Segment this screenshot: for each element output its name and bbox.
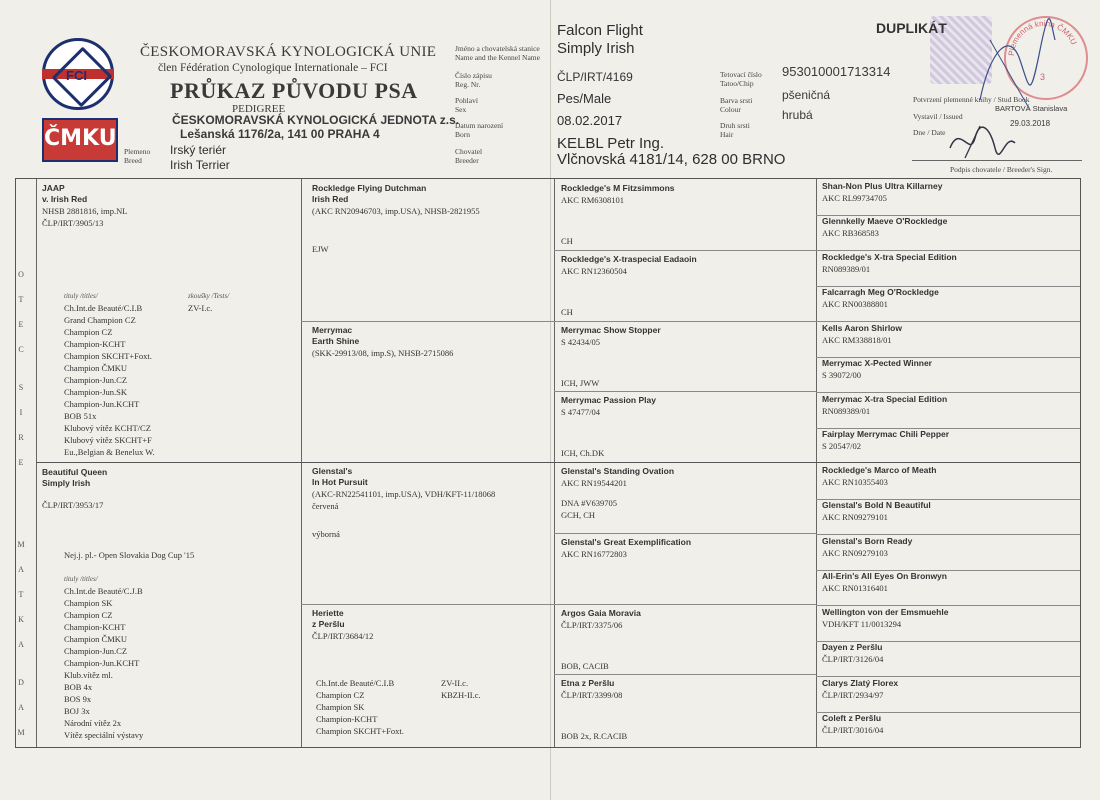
studbook-label: Potvrzení plemenné knihy / Stud Book: [913, 95, 1030, 104]
gp-title: Ch.Int.de Beauté/C.I.B: [316, 678, 395, 688]
issued-label: Vystavil / Issued: [913, 112, 963, 121]
tattoo-label: Tetovací číslo Tatoo/Chip: [720, 70, 762, 88]
document-title: PRŮKAZ PŮVODU PSA: [170, 78, 418, 103]
ggg-reg: AKC RL99734705: [822, 193, 887, 203]
gp-title: Champion-KCHT: [316, 714, 378, 724]
ggg-reg: RN089389/01: [822, 406, 871, 416]
ggp-divider: [554, 391, 816, 392]
sire-titles-label: tituly /titles/: [64, 292, 98, 300]
ggg-cell: [822, 713, 883, 736]
sex-label: Pohlaví Sex: [455, 96, 478, 114]
ggg-column: [816, 179, 1080, 747]
dam-title: BOS 9x: [64, 694, 92, 704]
grandparent-cell: [312, 325, 550, 359]
ggg-reg: AKC RM338818/01: [822, 335, 892, 345]
ggg-name: Fairplay Merrymac Chili Pepper: [822, 429, 950, 439]
dog-sex: Pes/Male: [557, 91, 612, 106]
ggg-divider: [816, 499, 1080, 500]
ggg-divider: [816, 570, 1080, 571]
gp-name2: Irish Red: [312, 194, 349, 204]
dam-title: Champion ČMKU: [64, 634, 128, 644]
sire-title: Champion CZ: [64, 327, 113, 337]
grandparent-cell: [312, 466, 550, 540]
breeder-name: KELBL Petr Ing.: [557, 135, 665, 152]
ggg-divider: [816, 357, 1080, 358]
ggp-cell: [561, 395, 811, 461]
ggp-note: ICH, Ch.DK: [561, 448, 605, 458]
date-label: Dne / Date: [913, 128, 946, 137]
ggp-name: Etna z Peršlu: [561, 678, 615, 688]
sire-cell: [42, 183, 297, 229]
dam-title: Klub.vítěz ml.: [64, 670, 113, 680]
ggg-reg: ČLP/IRT/2934/97: [822, 690, 884, 700]
reg-label: Číslo zápisu Reg. Nr.: [455, 71, 492, 89]
ggp-name: Merrymac Show Stopper: [561, 325, 661, 335]
stamp-number: 3: [1040, 72, 1046, 82]
gp-title: Champion CZ: [316, 690, 365, 700]
ggg-reg: S 39072/00: [822, 370, 861, 380]
gp-note: výborná: [312, 529, 340, 539]
ggp-note: GCH, CH: [561, 510, 596, 520]
ggp-reg2: DNA #V639705: [561, 498, 617, 508]
org-member: člen Fédération Cynologique Internationale – FCI: [158, 62, 388, 74]
dam-title: Vítěz speciální výstavy: [64, 730, 144, 740]
ggg-divider: [816, 712, 1080, 713]
ggp-name: Merrymac Passion Play: [561, 395, 656, 405]
ggg-reg: VDH/KFT 11/0013294: [822, 619, 902, 629]
ggg-divider: [816, 392, 1080, 393]
grandparent-cell: [312, 608, 550, 642]
ggg-reg: AKC RN00388801: [822, 299, 888, 309]
ggp-cell: [561, 254, 811, 320]
sire-title: Champion-Jun.KCHT: [64, 399, 140, 409]
ggp-divider: [554, 321, 816, 322]
gp-reg2: červená: [312, 501, 339, 511]
fci-logo: [42, 38, 114, 110]
gp-name2: In Hot Pursuit: [312, 477, 368, 487]
dam-side-label: M A T K A D A M: [17, 540, 25, 737]
hair-label: Druh srsti Hair: [720, 121, 750, 139]
ggg-reg: AKC RB368583: [822, 228, 879, 238]
sire-title: Klubový vítěz KCHT/CZ: [64, 423, 151, 433]
ggg-cell: [822, 500, 931, 523]
reg-number: ČLP/IRT/4169: [557, 70, 633, 84]
ggg-name: Merrymac X-Pected Winner: [822, 358, 932, 368]
dam-note: Nej.j. pl.- Open Slovakia Dog Cup '15: [64, 550, 195, 560]
gp-reg: (AKC RN20946703, imp.USA), NHSB-2821955: [312, 206, 480, 216]
sire-title: BOB 51x: [64, 411, 97, 421]
ggp-note: CH: [561, 236, 573, 246]
ggg-reg: AKC RN10355403: [822, 477, 888, 487]
ggg-cell: [822, 252, 957, 275]
ggg-cell: [822, 181, 942, 204]
ggg-reg: AKC RN01316401: [822, 583, 888, 593]
ggg-name: Shan-Non Plus Ultra Killarney: [822, 181, 943, 191]
ggp-note: BOB 2x, R.CACIB: [561, 731, 628, 741]
ggp-cell: [561, 466, 811, 532]
ggg-name: Clarys Zlatý Florex: [822, 678, 899, 688]
issuer-name: ČESKOMORAVSKÁ KYNOLOGICKÁ JEDNOTA z.s.: [172, 113, 460, 127]
sire-name1: JAAP: [42, 183, 65, 193]
ggg-divider: [816, 676, 1080, 677]
gp-reg: (AKC-RN22541101, imp.USA), VDH/KFT-11/18068: [312, 489, 496, 499]
ggp-reg: S 42434/05: [561, 337, 600, 347]
ggg-cell: [822, 678, 898, 701]
breed-label: Plemeno Breed: [124, 147, 151, 165]
gp-name1: Rockledge Flying Dutchman: [312, 183, 427, 193]
dam-titles-label: tituly /titles/: [64, 575, 98, 583]
sire-exams: ZV-I.c.: [188, 303, 213, 313]
sire-title: Champion-Jun.CZ: [64, 375, 128, 385]
ggg-name: Rockledge's Marco of Meath: [822, 465, 937, 475]
ggp-name: Glenstal's Standing Ovation: [561, 466, 675, 476]
colour-label: Barva srsti Colour: [720, 96, 753, 114]
breeder-address: Vlčnovská 4181/14, 628 00 BRNO: [557, 151, 786, 168]
chip-number: 953010001713314: [782, 64, 891, 79]
dam-title: Ch.Int.de Beauté/C.J.B: [64, 586, 143, 596]
gp-exams: [441, 677, 541, 701]
gp-name2: Earth Shine: [312, 336, 360, 346]
col-divider-2: [554, 179, 555, 747]
sire-title: Klubový vítěz SKCHT+F: [64, 435, 152, 445]
ggg-divider: [816, 605, 1080, 606]
ggp-name: Rockledge's X-traspecial Eadaoin: [561, 254, 697, 264]
ggp-note: ICH, JWW: [561, 378, 600, 388]
ggg-cell: [822, 358, 932, 381]
gp-reg: (SKK-29913/08, imp.S), NHSB-2715086: [312, 348, 454, 358]
gp-exam: KBZH-II.c.: [441, 690, 481, 700]
fci-logo-text: FCI: [66, 68, 87, 83]
ggp-name: Argos Gaia Moravia: [561, 608, 641, 618]
ggp-reg: AKC RN16772803: [561, 549, 627, 559]
grandparent-cell: [312, 183, 550, 255]
issued-by: BARTOVÁ Stanislava: [995, 104, 1068, 113]
gp-name1: Heriette: [312, 608, 344, 618]
ggg-name: Rockledge's X-tra Special Edition: [822, 252, 957, 262]
gp-name2: z Peršlu: [312, 619, 345, 629]
ggg-name: Glenstal's Born Ready: [822, 536, 913, 546]
ggg-cell: [822, 429, 949, 452]
gp-title: Champion SK: [316, 702, 365, 712]
ggg-divider: [816, 641, 1080, 642]
name-label: Jméno a chovatelská stanice Name and the Kennel Name: [455, 44, 540, 62]
ggg-divider: [816, 534, 1080, 535]
ggg-reg: S 20547/02: [822, 441, 861, 451]
ggg-reg: AKC RN09279103: [822, 548, 888, 558]
dam-title: BOJ 3x: [64, 706, 90, 716]
ggg-cell: [822, 536, 912, 559]
gp-name1: Glenstal's: [312, 466, 353, 476]
dam-cell: [42, 467, 297, 511]
dam-reg1: ČLP/IRT/3953/17: [42, 500, 104, 510]
svg-text:Plemenná kniha ČMKU: Plemenná kniha ČMKU: [1006, 18, 1079, 57]
dam-title: Champion-Jun.KCHT: [64, 658, 140, 668]
ggp-reg: S 47477/04: [561, 407, 600, 417]
gp-divider: [301, 321, 554, 322]
sire-title: Eu.,Belgian & Benelux W.: [64, 447, 155, 457]
dog-colour: pšeničná: [782, 88, 831, 102]
gp-note: EJW: [312, 244, 329, 254]
issuer-address: Lešanská 1176/2a, 141 00 PRAHA 4: [180, 127, 380, 141]
ggg-reg: RN089389/01: [822, 264, 871, 274]
ggp-note: CH: [561, 307, 573, 317]
ggp-divider: [554, 604, 816, 605]
dam-title: Národní vítěz 2x: [64, 718, 122, 728]
sire-title: Champion-Jun.SK: [64, 387, 128, 397]
pedigree-table: [15, 178, 1081, 748]
ggg-cell: [822, 571, 947, 594]
document-subtitle: PEDIGREE: [232, 103, 286, 115]
dam-title: Champion-KCHT: [64, 622, 126, 632]
dam-title: Champion CZ: [64, 610, 113, 620]
ggp-reg: AKC RN12360504: [561, 266, 627, 276]
ggg-name: Wellington von der Emsmuehle: [822, 607, 949, 617]
ggg-divider: [816, 428, 1080, 429]
ggg-name: Falcarragh Meg O'Rockledge: [822, 287, 939, 297]
dam-titles: [64, 585, 264, 741]
sire-exams-label: zkoušky /Tests/: [188, 292, 230, 300]
ggg-name: Glennkelly Maeve O'Rockledge: [822, 216, 948, 226]
gp-exam: ZV-II.c.: [441, 678, 469, 688]
ggp-cell: [561, 678, 811, 744]
duplicate-mark: DUPLIKÁT: [876, 20, 947, 36]
dog-name-line2: Simply Irish: [557, 40, 635, 57]
ggg-cell: [822, 287, 939, 310]
sire-side-label: O T E C S I R E: [18, 270, 24, 467]
ggp-name: Rockledge's M Fitzsimmons: [561, 183, 675, 193]
ggg-name: Coleft z Peršlu: [822, 713, 882, 723]
ggp-reg: ČLP/IRT/3399/08: [561, 690, 623, 700]
ggg-divider: [816, 321, 1080, 322]
ggp-reg: ČLP/IRT/3375/06: [561, 620, 623, 630]
org-name: ČESKOMORAVSKÁ KYNOLOGICKÁ UNIE: [140, 44, 437, 60]
breeder-label: Chovatel Breeder: [455, 147, 483, 165]
ggp-cell: [561, 183, 811, 249]
ggg-name: Glenstal's Bold N Beautiful: [822, 500, 931, 510]
ggg-name: All-Erin's All Eyes On Bronwyn: [822, 571, 947, 581]
ggp-cell: [561, 608, 811, 674]
col-divider-1: [301, 179, 302, 747]
sire-title: Ch.Int.de Beauté/C.I.B: [64, 303, 143, 313]
ggg-divider: [816, 250, 1080, 251]
dog-hair: hrubá: [782, 108, 813, 122]
ggg-divider: [816, 286, 1080, 287]
breed-en: Irish Terrier: [170, 158, 230, 172]
sire-title: Champion SKCHT+Foxt.: [64, 351, 152, 361]
ggg-cell: [822, 216, 947, 239]
ggp-reg: AKC RM6308101: [561, 195, 625, 205]
ggg-cell: [822, 642, 883, 665]
dam-name2: Simply Irish: [42, 478, 91, 488]
sire-reg2: ČLP/IRT/3905/13: [42, 218, 104, 228]
ggg-cell: [822, 465, 936, 488]
gp-divider: [301, 604, 554, 605]
ggg-divider: [816, 215, 1080, 216]
sire-reg1: NHSB 2881816, imp.NL: [42, 206, 128, 216]
breed-cz: Irský teriér: [170, 143, 227, 157]
dam-name1: Beautiful Queen: [42, 467, 108, 477]
sire-title: Grand Champion CZ: [64, 315, 136, 325]
signature-label: Podpis chovatele / Breeder's Sign.: [950, 165, 1053, 174]
ggg-reg: ČLP/IRT/3126/04: [822, 654, 884, 664]
dog-name-line1: Falcon Flight: [557, 22, 643, 39]
gp-title: Champion SKCHT+Foxt.: [316, 726, 404, 736]
ggp-divider: [554, 533, 816, 534]
dam-title: Champion-Jun.CZ: [64, 646, 128, 656]
ggg-name: Dayen z Peršlu: [822, 642, 883, 652]
ggg-reg: AKC RN09279101: [822, 512, 888, 522]
ggp-divider: [554, 674, 816, 675]
dam-title: BOB 4x: [64, 682, 93, 692]
issue-date: 29.03.2018: [1010, 119, 1051, 128]
ggg-cell: [822, 394, 947, 417]
dog-born: 08.02.2017: [557, 113, 623, 128]
stamp-signature: [960, 10, 1060, 120]
sire-title: Champion-KCHT: [64, 339, 126, 349]
sire-titles: [64, 302, 194, 458]
ggg-name: Merrymac X-tra Special Edition: [822, 394, 948, 404]
ggp-cell: [561, 537, 811, 603]
cmku-logo: ČMKU: [42, 118, 118, 162]
ggg-name: Kells Aaron Shirlow: [822, 323, 902, 333]
ggg-reg: ČLP/IRT/3016/04: [822, 725, 884, 735]
col-divider-0: [36, 179, 37, 747]
ggg-cell: [822, 607, 948, 630]
gp-titles: [316, 677, 436, 737]
ggp-cell: [561, 325, 811, 391]
ggp-divider: [554, 250, 816, 251]
ggp-reg: AKC RN19544201: [561, 478, 627, 488]
sire-name2: v. Irish Red: [42, 194, 88, 204]
gp-name1: Merrymac: [312, 325, 353, 335]
gp-reg: ČLP/IRT/3684/12: [312, 631, 374, 641]
dam-title: Champion SK: [64, 598, 113, 608]
ggp-note: BOB, CACIB: [561, 661, 609, 671]
sire-title: Champion ČMKU: [64, 363, 128, 373]
born-label: Datum narození Born: [455, 121, 504, 139]
ggg-cell: [822, 323, 902, 346]
ggp-name: Glenstal's Great Exemplification: [561, 537, 692, 547]
signature-scribble: [945, 118, 1025, 163]
